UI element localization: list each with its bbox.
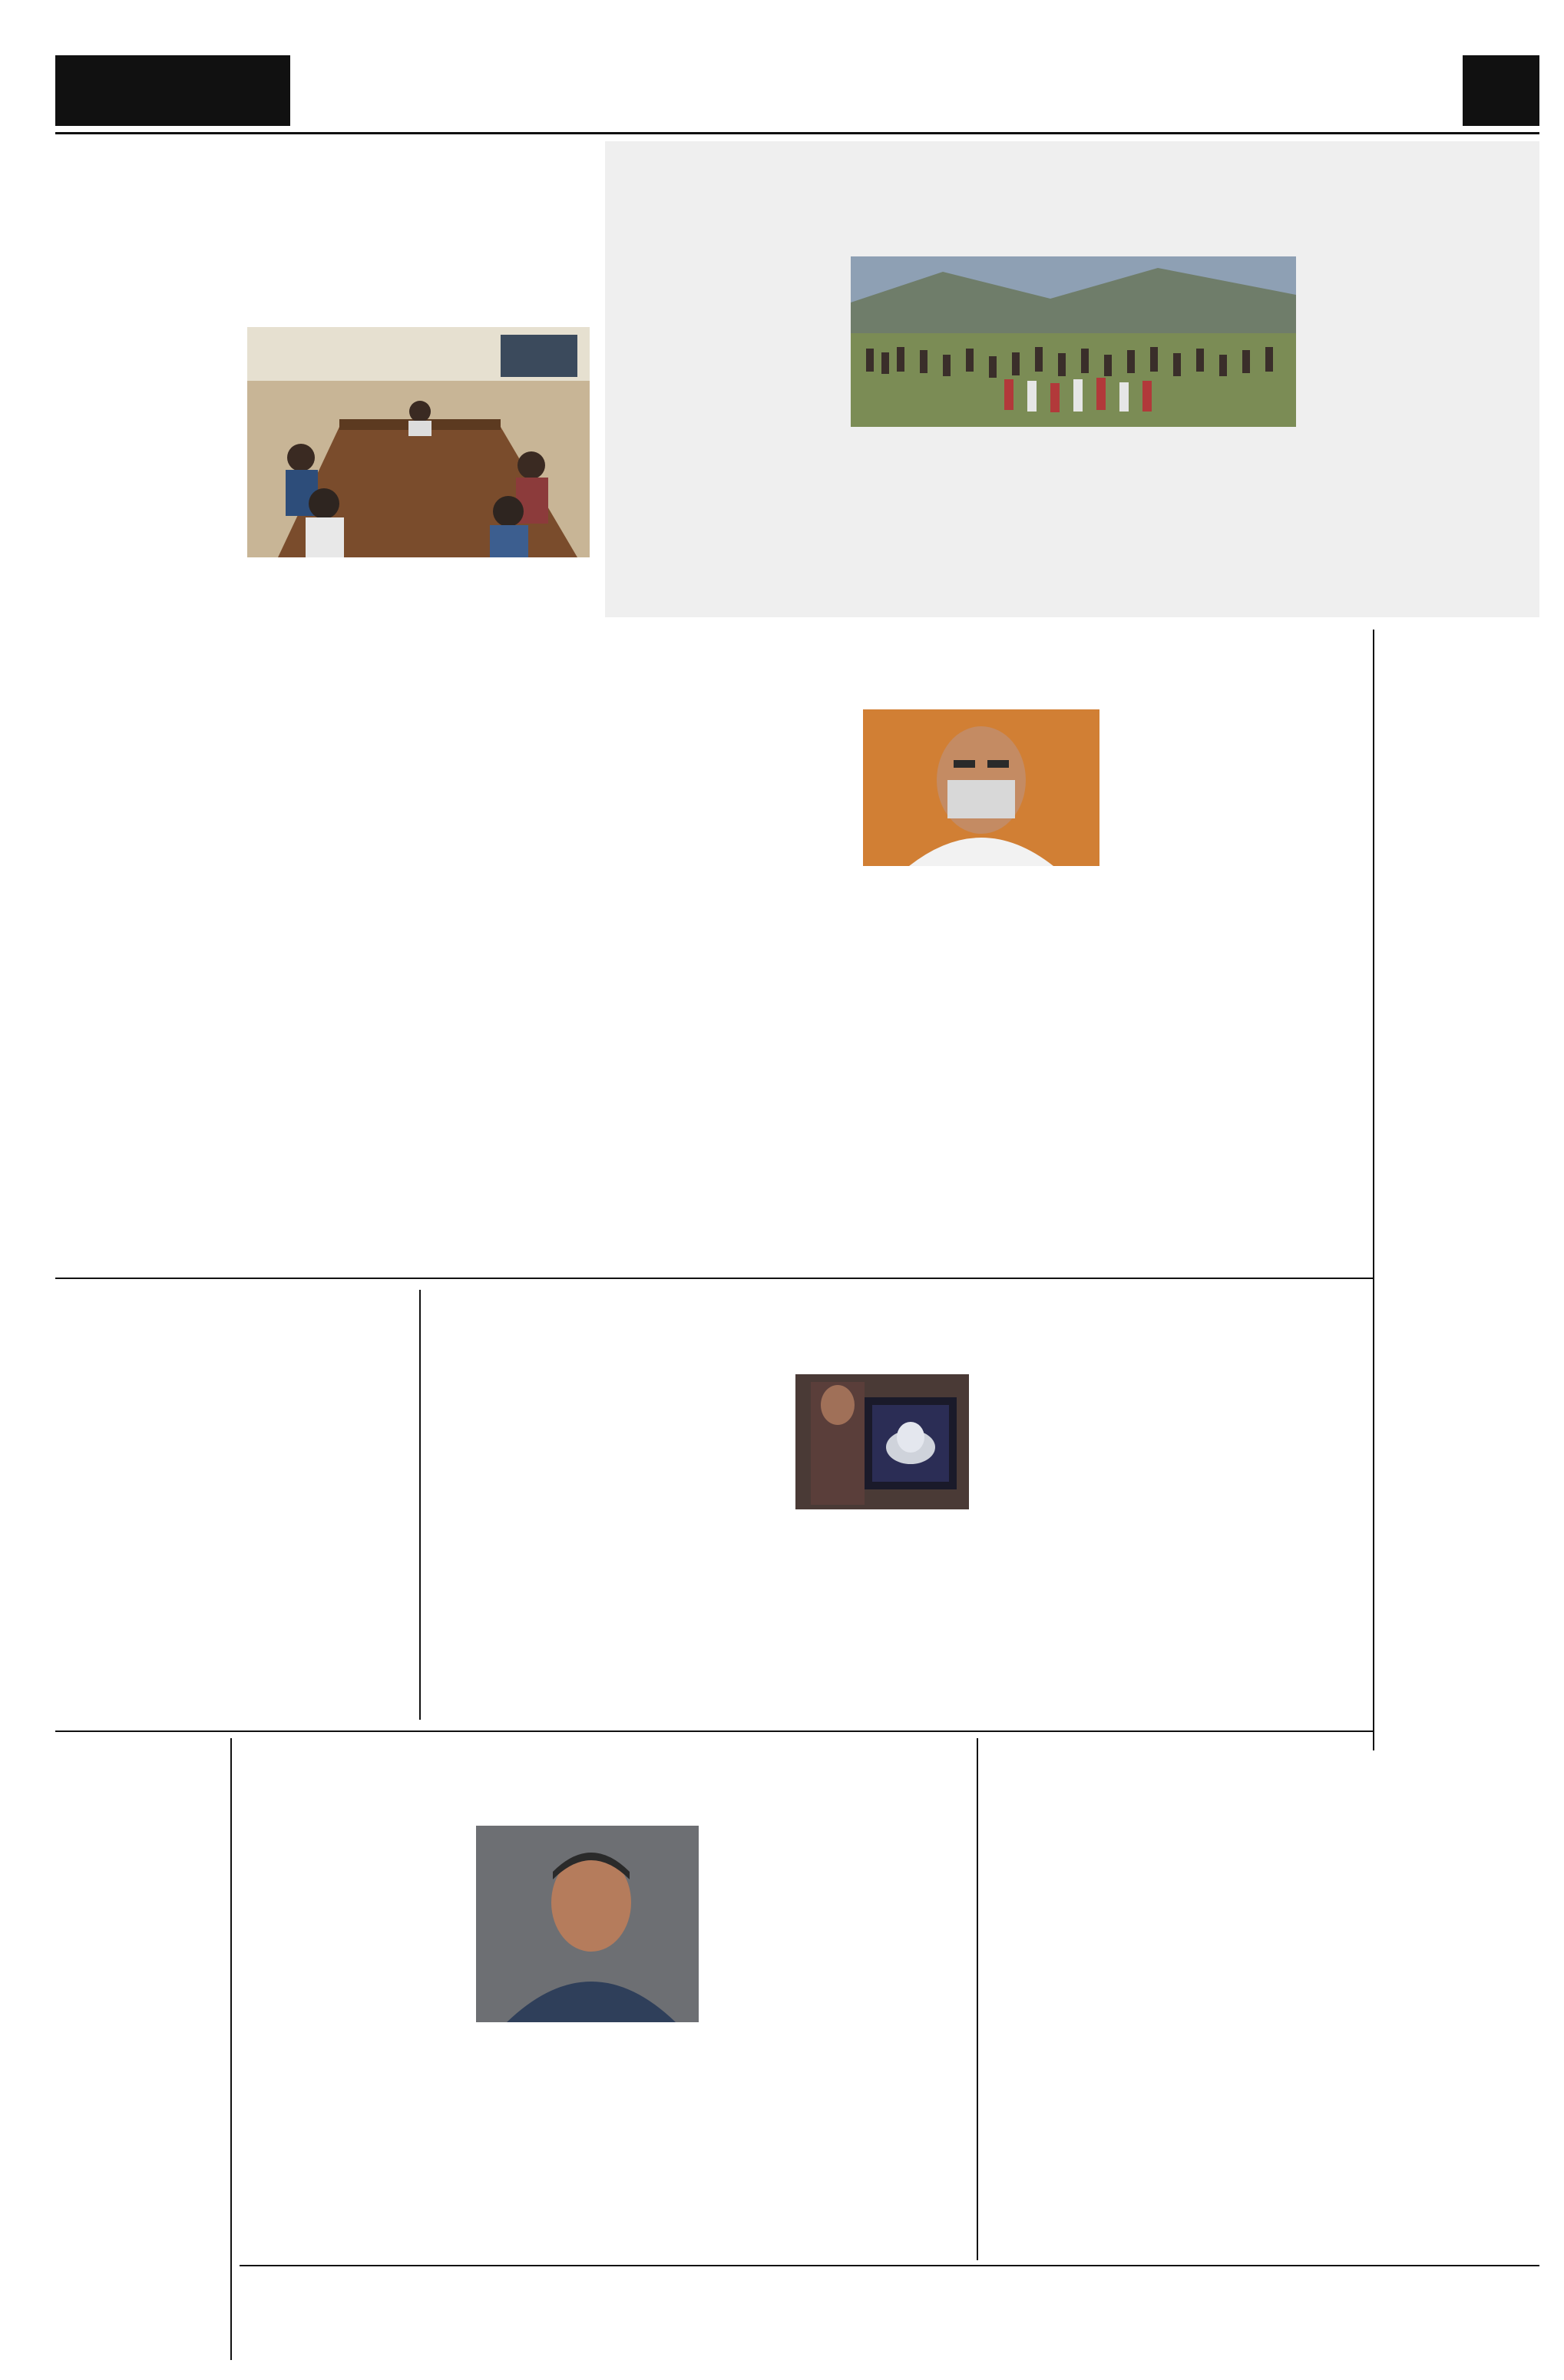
secy-column-2 [249, 565, 412, 1268]
adc-column-3 [708, 1826, 969, 2256]
jeweller-column-1 [430, 1374, 603, 1720]
sopore-death-body [1385, 749, 1539, 1282]
newspaper-logo [55, 55, 290, 126]
masthead [55, 55, 1539, 132]
mela-column-3 [1078, 435, 1298, 610]
nadda-body [60, 1849, 223, 2325]
shah-portrait-photo [863, 709, 1099, 866]
meeting-room-photo [247, 327, 590, 557]
section-rule-2 [55, 1730, 1373, 1732]
crowd-festival-photo [851, 256, 1296, 427]
shah-photo-caption [863, 869, 1099, 973]
ssp-column-2 [1181, 1806, 1365, 2256]
jeweller-column-2 [613, 1374, 786, 1720]
bot-column-2 [240, 1356, 410, 1721]
jeweller-column-4 [978, 1374, 1152, 1720]
mela-column-2 [851, 435, 1070, 610]
right-column-divider [1373, 630, 1374, 1750]
ssp-column-1 [990, 1824, 1173, 2256]
mela-column-1 [614, 256, 838, 610]
masthead-rule [55, 132, 1539, 134]
section-rule-1 [55, 1278, 1373, 1279]
smc-body [1385, 1408, 1539, 1750]
official-portrait-photo [476, 1826, 699, 2022]
secy-column-1 [60, 327, 232, 1268]
shah-column-3 [1110, 709, 1357, 973]
adc-column-1 [244, 1826, 467, 2256]
silver-lotus-gift-photo [795, 1374, 969, 1509]
page-number [1463, 55, 1539, 126]
adc-column-2 [476, 2030, 699, 2256]
shah-column-1 [613, 709, 852, 973]
left-column-divider [230, 1738, 232, 2360]
section-rule-3 [240, 2265, 1539, 2266]
jeweller-column-3 [795, 1517, 969, 1720]
ssp-divider [977, 1738, 978, 2260]
mela-column-4 [1305, 256, 1529, 610]
secy-column-3 [425, 565, 588, 1268]
bot-column-1 [60, 1371, 230, 1721]
column-divider-bot [419, 1290, 421, 1720]
jeweller-column-5 [1161, 1374, 1365, 1720]
